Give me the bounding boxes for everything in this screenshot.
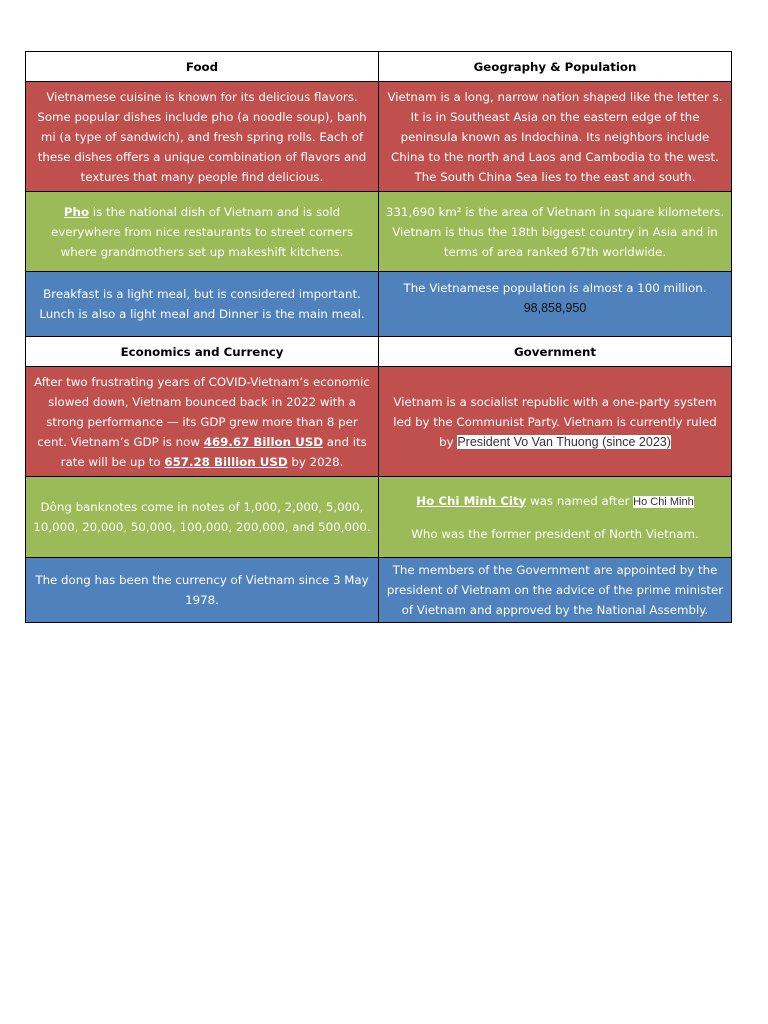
geography-area-cell: 331,690 km² is the area of Vietnam in square kilometers. Vietnam is thus the 18th biggest country in Asia and in terms of area ranked 67th worldwide. (379, 192, 732, 272)
row-blue-1 (26, 272, 732, 337)
government-text: Vietnam is a socialist republic with a one-party system led by the Communist Party. Vietnam is currently ruled by (393, 394, 717, 449)
economics-header: Economics and Currency (26, 337, 379, 367)
row-green-2 (26, 477, 732, 558)
header-row-2 (26, 337, 732, 367)
row-red-1 (26, 82, 732, 192)
geography-header: Geography & Population (379, 52, 732, 82)
gdp-link[interactable]: 469.67 Billon USD (203, 434, 323, 449)
gdp-text-a: After two frustrating years of COVID-Vietnam’s economic slowed down, Vietnam bounced back in 2022 with a strong performance — its GDP grew more than 8 per cent. Vietnam’s GDP is now (34, 374, 370, 449)
population-number: 98,858,950 (523, 301, 587, 315)
government-members-cell: The members of the Government are appointed by the president of Vietnam on the advice of the prime minister of Vietnam and approved by the National Assembly. (379, 558, 732, 623)
president-highlight: President Vo Van Thuong (since 2023) (457, 434, 671, 449)
spacer (385, 512, 725, 524)
vietnam-facts-table (25, 51, 732, 623)
economics-banknotes-cell: Dông banknotes come in notes of 1,000, 2,000, 5,000, 10,000, 20,000, 50,000, 100,000, 200,000, and 500,000. (26, 477, 379, 558)
row-green-1 (26, 192, 732, 272)
pho-text: is the national dish of Vietnam and is sold everywhere from nice restaurants to street corners where grandmothers set up makeshift kitchens. (50, 204, 354, 259)
geography-population-cell (379, 272, 732, 337)
header-row-1 (26, 52, 732, 82)
economics-dong-cell: The dong has been the currency of Vietnam since 3 May 1978. (26, 558, 379, 623)
geography-shape-cell: Vietnam is a long, narrow nation shaped like the letter s. It is in Southeast Asia on the eastern edge of the peninsula known as Indochina. Its neighbors include China to the north and Laos and Cambodia to the west. The South China Sea lies to the east and south. (379, 82, 732, 192)
hcmc-line2: Who was the former president of North Vietnam. (411, 526, 699, 541)
row-red-2 (26, 367, 732, 477)
hcmc-text: was named after (526, 493, 634, 508)
row-blue-2 (26, 558, 732, 623)
ho-chi-minh-highlight: Ho Chi Minh (633, 495, 694, 508)
food-header: Food (26, 52, 379, 82)
government-hcmc-cell (379, 477, 732, 558)
gdp-future-link[interactable]: 657.28 Billion USD (164, 454, 288, 469)
pho-link[interactable]: Pho (63, 204, 90, 219)
government-system-cell (379, 367, 732, 477)
food-pho-cell (26, 192, 379, 272)
economics-gdp-cell (26, 367, 379, 477)
hcmc-link[interactable]: Ho Chi Minh City (416, 493, 527, 508)
food-cuisine-cell: Vietnamese cuisine is known for its delicious flavors. Some popular dishes include pho (a noodle soup), banh mi (a type of sandwich), and fresh spring rolls. Each of these dishes offers a unique combination of flavors and textures that many people find delicious. (26, 82, 379, 192)
food-meals-cell: Breakfast is a light meal, but is considered important. Lunch is also a light meal and Dinner is the main meal. (26, 272, 379, 337)
government-header: Government (379, 337, 732, 367)
gdp-text-b: and its rate will be up to (60, 434, 367, 469)
population-text: The Vietnamese population is almost a 100 million. (403, 281, 707, 295)
gdp-text-c: by 2028. (287, 454, 344, 469)
